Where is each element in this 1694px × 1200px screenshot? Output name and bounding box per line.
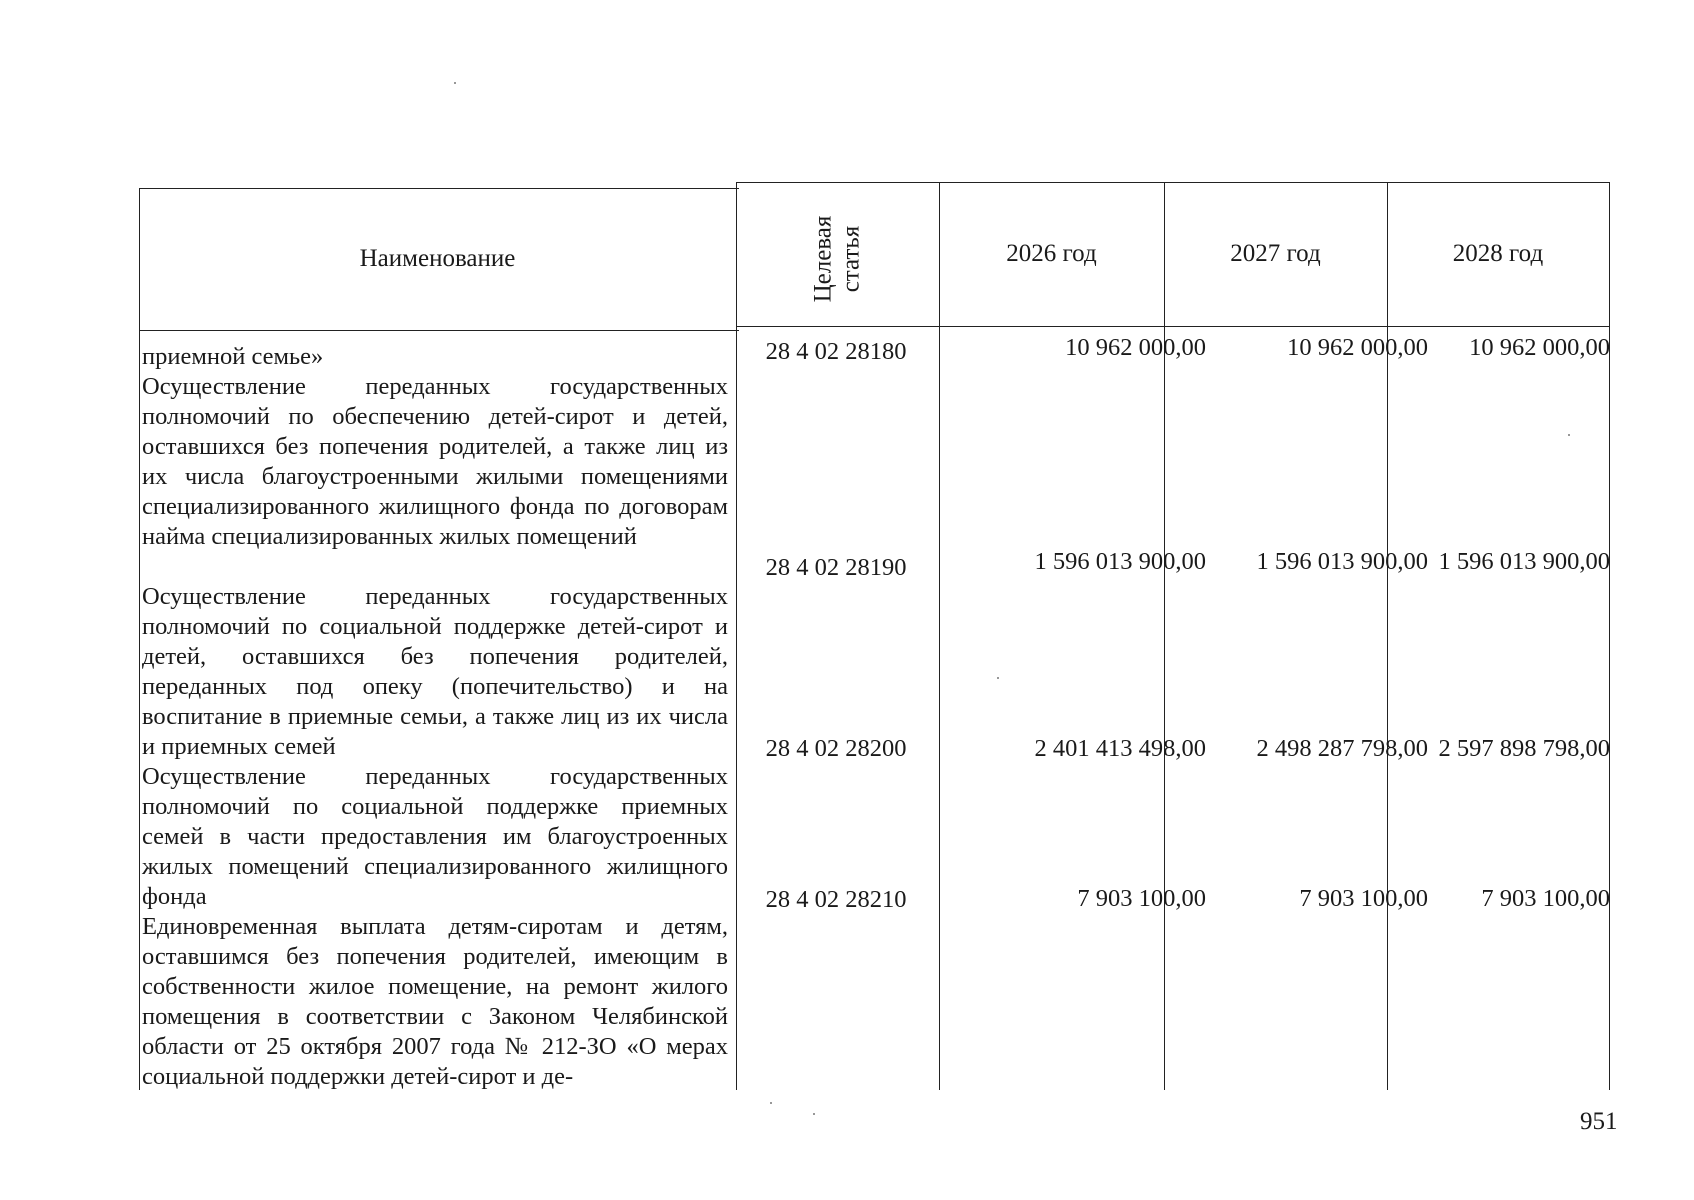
row-value-2027: 1 596 013 900,00 — [1256, 548, 1428, 575]
header-bottom-border — [139, 330, 739, 331]
budget-table — [139, 180, 1610, 1090]
row-value-2026: 1 596 013 900,00 — [1034, 548, 1206, 575]
header-2027: 2027 год — [1230, 240, 1321, 267]
header-name: Наименование — [359, 245, 516, 272]
header-code-cell — [736, 188, 939, 330]
row-code: 28 4 02 28200 — [765, 735, 907, 762]
scan-speck — [813, 1113, 815, 1115]
row-value-2027: 7 903 100,00 — [1299, 885, 1428, 912]
table-right-border — [1609, 182, 1610, 1090]
page-number: 951 — [1580, 1108, 1618, 1135]
row-value-2026: 7 903 100,00 — [1077, 885, 1206, 912]
scan-speck — [454, 82, 456, 84]
scan-speck — [1568, 434, 1570, 436]
row-name: Осуществление переданных государственных полномочий по социальной поддержке приемных семей в части предоставления им благоустроенных жилых помещений специализированного жилищного фонда — [142, 763, 728, 910]
row-name: Осуществление переданных государственных полномочий по обеспечению детей-сирот и детей, оставшихся без попечения родителей, а также лиц из их числа благоустроенными жилыми помещениями специализированного жилищного фонда по договорам найма специализированных жилых помещений — [142, 373, 728, 550]
row-name: Единовременная выплата детям-сиротам и детям, оставшимся без попечения родителей, имеющим в собственности жилое помещение, на ремонт жилого помещения в соответствии с Законом Челябинской области от 25 октября 2007 года № 212-ЗО «О мерах социальной поддержки детей-сирот и де- — [142, 913, 728, 1090]
scan-speck — [770, 1102, 772, 1104]
row-value-2027: 10 962 000,00 — [1287, 334, 1428, 361]
row-code: 28 4 02 28190 — [765, 554, 907, 581]
row-value-2026: 2 401 413 498,00 — [1034, 735, 1206, 762]
row-code: 28 4 02 28210 — [765, 886, 907, 913]
row-value-2028: 10 962 000,00 — [1469, 334, 1610, 361]
row-value-2026: 10 962 000,00 — [1065, 334, 1206, 361]
header-code: Целевая статья — [809, 215, 865, 303]
header-2028: 2028 год — [1452, 240, 1544, 267]
row-code: 28 4 02 28180 — [765, 338, 907, 365]
row-value-2028: 7 903 100,00 — [1481, 885, 1610, 912]
row-name: приемной семье» — [142, 343, 324, 370]
row-value-2028: 1 596 013 900,00 — [1438, 548, 1610, 575]
row-name: Осуществление переданных государственных полномочий по социальной поддержке детей-сирот и детей, оставшихся без попечения родителей, переданных под опеку (попечительство) и на воспитание в приемные семьи, а также лиц из их числа и приемных семей — [142, 583, 728, 760]
header-2026: 2026 год — [1006, 240, 1097, 267]
row-value-2027: 2 498 287 798,00 — [1256, 735, 1428, 762]
scan-speck — [997, 677, 999, 679]
row-value-2028: 2 597 898 798,00 — [1438, 735, 1610, 762]
